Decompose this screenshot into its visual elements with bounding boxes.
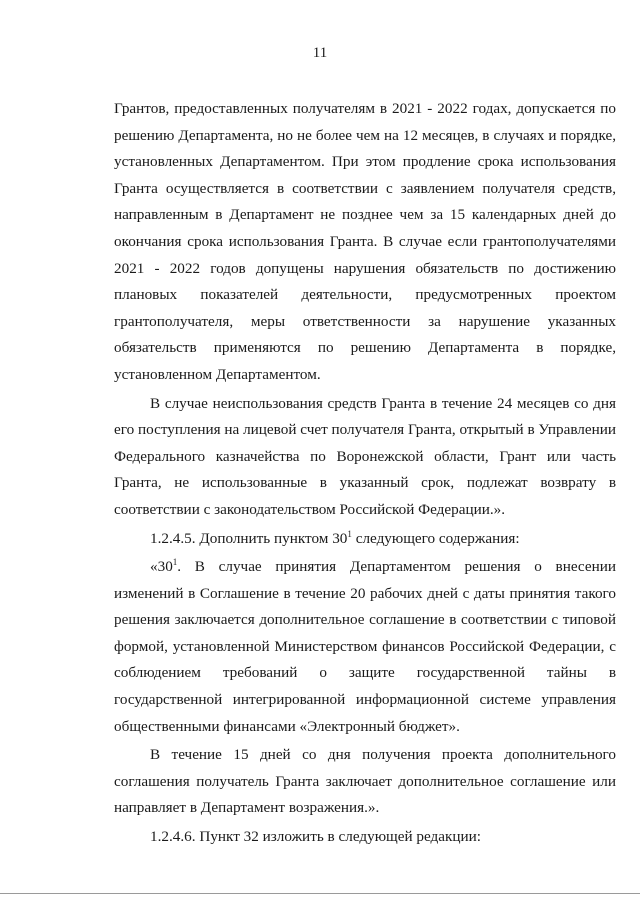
superscript: 1 [172, 557, 178, 568]
paragraph-clause-30-1 [114, 554, 616, 740]
paragraph-additional-agreement: В течение 15 дней со дня получения проекта дополнительного соглашения получатель Гранта заключает дополнительное соглашение или направляет в Департамент возражения.». [114, 746, 616, 817]
bottom-divider [0, 893, 640, 894]
document-body [114, 96, 616, 851]
paragraph-grant-extension: Грантов, предоставленных получателям в 2021 - 2022 годах, допускается по решению Департамента, но не более чем на 12 месяцев, в случаях и порядке, установленных Департаментом. При этом продление срока использования Гранта осуществляется в соответствии с заявлением получателя средств, направленным в Департамент не позднее чем за 15 календарных дней до окончания срока использования Гранта. В случае если грантополучателями 2021 - 2022 годов допущены нарушения обязательств по достижению плановых показателей деятельности, предусмотренных проектом грантополучателя, меры ответственности за нарушение указанных обязательств применяются по решению Департамента в порядке, установленном Департаментом. [114, 100, 616, 383]
paragraph-text-after: следующего содержания: [351, 529, 520, 547]
paragraph-text-before: «30 [150, 558, 173, 576]
paragraph-grant-return: В случае неиспользования средств Гранта в течение 24 месяцев со дня его поступления на лицевой счет получателя Гранта, открытый в Управлении Федерального казначейства по Воронежской области, Грант или часть Гранта, не использованные в указанный срок, подлежат возврату в соответствии с законодательством Российской Федерации.». [114, 394, 616, 518]
paragraph-text-after: . В случае принятия Департаментом решения о внесении изменений в Соглашение в течение 20 рабочих дней с даты принятия такого решения заключается дополнительное соглашение в соответствии с типовой формой, установленной Министерством финансов Российской Федерации, с соблюдением требований о защите государственной тайны в государственной интегрированной информационной системе управления общественными финансами «Электронный бюджет». [114, 558, 616, 735]
page-number: 11 [312, 45, 328, 61]
superscript: 1 [347, 528, 352, 539]
paragraph-amendment-32: 1.2.4.6. Пункт 32 изложить в следующей редакции: [150, 828, 481, 846]
paragraph-text-before: 1.2.4.5. Дополнить пунктом 30 [150, 529, 348, 547]
paragraph-amendment-30-1-intro [114, 526, 616, 553]
